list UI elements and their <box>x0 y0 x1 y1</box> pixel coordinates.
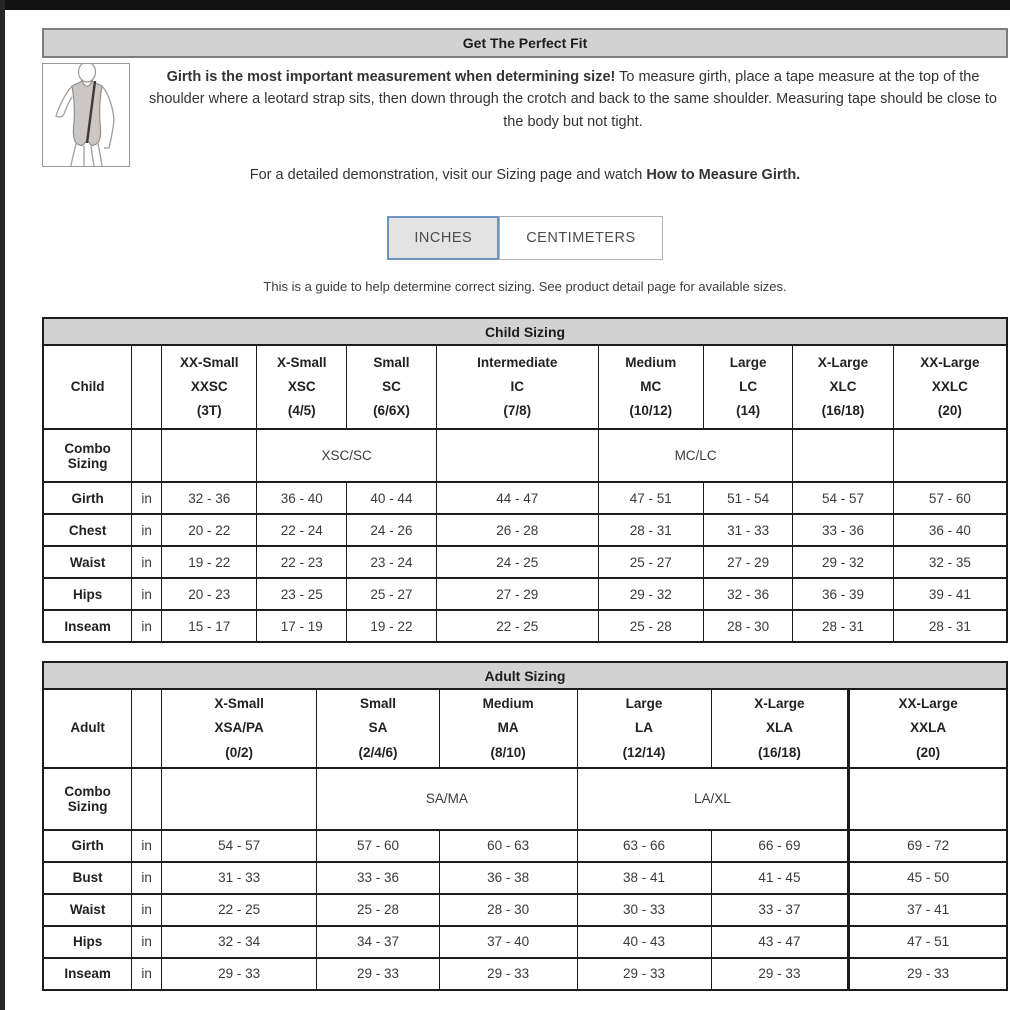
adult-waist-row <box>43 894 1007 926</box>
child-combo-label: Combo Sizing <box>43 429 132 482</box>
adult-col-large: Large LA (12/14) <box>577 689 711 768</box>
row-label: Hips <box>43 578 132 610</box>
child-waist-row <box>43 546 1007 578</box>
unit-cell: in <box>132 862 162 894</box>
empty-cell <box>162 768 317 830</box>
value-cell: 27 - 29 <box>436 578 598 610</box>
empty-cell <box>162 429 257 482</box>
value-cell: 37 - 40 <box>439 926 577 958</box>
empty-cell <box>132 768 162 830</box>
child-col-intermediate: Intermediate IC (7/8) <box>436 345 598 429</box>
demo-bold-text: How to Measure Girth. <box>646 167 801 183</box>
empty-cell <box>436 429 598 482</box>
value-cell: 25 - 28 <box>317 894 439 926</box>
value-cell: 51 - 54 <box>703 482 793 514</box>
value-cell: 29 - 33 <box>439 958 577 990</box>
value-cell: 37 - 41 <box>849 894 1007 926</box>
centimeters-button[interactable]: CENTIMETERS <box>499 216 662 260</box>
adult-col-small: Small SA (2/4/6) <box>317 689 439 768</box>
value-cell: 20 - 22 <box>162 514 257 546</box>
row-label: Waist <box>43 894 132 926</box>
value-cell: 22 - 24 <box>257 514 347 546</box>
value-cell: 23 - 24 <box>347 546 437 578</box>
value-cell: 60 - 63 <box>439 830 577 862</box>
unit-cell: in <box>132 830 162 862</box>
top-border-bar <box>0 0 1010 10</box>
unit-toggle-group <box>42 216 1008 260</box>
value-cell: 47 - 51 <box>849 926 1007 958</box>
value-cell: 31 - 33 <box>162 862 317 894</box>
adult-combo-la-xl: LA/XL <box>577 768 849 830</box>
value-cell: 36 - 38 <box>439 862 577 894</box>
value-cell: 19 - 22 <box>347 610 437 642</box>
adult-bust-row <box>43 862 1007 894</box>
value-cell: 36 - 40 <box>257 482 347 514</box>
child-col-xx-large: XX-Large XXLC (20) <box>893 345 1007 429</box>
value-cell: 32 - 34 <box>162 926 317 958</box>
empty-cell <box>893 429 1007 482</box>
value-cell: 25 - 28 <box>598 610 703 642</box>
unit-column-header <box>132 689 162 768</box>
value-cell: 19 - 22 <box>162 546 257 578</box>
value-cell: 36 - 39 <box>793 578 893 610</box>
value-cell: 29 - 33 <box>317 958 439 990</box>
intro-bold-text: Girth is the most important measurement when determining size! <box>166 69 616 85</box>
value-cell: 28 - 30 <box>703 610 793 642</box>
value-cell: 28 - 31 <box>598 514 703 546</box>
value-cell: 40 - 43 <box>577 926 711 958</box>
value-cell: 28 - 30 <box>439 894 577 926</box>
row-label: Girth <box>43 482 132 514</box>
empty-cell <box>132 429 162 482</box>
child-col-x-large: X-Large XLC (16/18) <box>793 345 893 429</box>
value-cell: 17 - 19 <box>257 610 347 642</box>
child-col-large: Large LC (14) <box>703 345 793 429</box>
row-label: Waist <box>43 546 132 578</box>
adult-sizing-table <box>42 661 1008 991</box>
value-cell: 57 - 60 <box>893 482 1007 514</box>
left-border-strip <box>0 0 5 1010</box>
value-cell: 54 - 57 <box>162 830 317 862</box>
value-cell: 45 - 50 <box>849 862 1007 894</box>
adult-table-header-row <box>43 689 1007 768</box>
value-cell: 24 - 25 <box>436 546 598 578</box>
child-col-small: Small SC (6/6X) <box>347 345 437 429</box>
child-combo-row <box>43 429 1007 482</box>
value-cell: 30 - 33 <box>577 894 711 926</box>
value-cell: 26 - 28 <box>436 514 598 546</box>
child-hips-row <box>43 578 1007 610</box>
unit-cell: in <box>132 514 162 546</box>
value-cell: 25 - 27 <box>598 546 703 578</box>
sizing-guide-page <box>42 28 1008 991</box>
adult-col-x-small: X-Small XSA/PA (0/2) <box>162 689 317 768</box>
unit-column-header <box>132 345 162 429</box>
child-chest-row <box>43 514 1007 546</box>
value-cell: 22 - 23 <box>257 546 347 578</box>
adult-inseam-row <box>43 958 1007 990</box>
intro-paragraph <box>130 63 1008 133</box>
child-table-header-row <box>43 345 1007 429</box>
value-cell: 33 - 36 <box>793 514 893 546</box>
value-cell: 22 - 25 <box>436 610 598 642</box>
unit-cell: in <box>132 578 162 610</box>
value-cell: 29 - 33 <box>577 958 711 990</box>
leotard-figure-icon <box>43 64 129 166</box>
demo-sentence <box>42 167 1008 183</box>
inches-button[interactable]: INCHES <box>387 216 499 260</box>
unit-cell: in <box>132 610 162 642</box>
value-cell: 36 - 40 <box>893 514 1007 546</box>
unit-cell: in <box>132 546 162 578</box>
row-label: Inseam <box>43 958 132 990</box>
value-cell: 28 - 31 <box>893 610 1007 642</box>
value-cell: 32 - 36 <box>703 578 793 610</box>
value-cell: 33 - 36 <box>317 862 439 894</box>
value-cell: 44 - 47 <box>436 482 598 514</box>
value-cell: 20 - 23 <box>162 578 257 610</box>
value-cell: 57 - 60 <box>317 830 439 862</box>
child-row-label: Child <box>43 345 132 429</box>
row-label: Inseam <box>43 610 132 642</box>
child-combo-xsc-sc: XSC/SC <box>257 429 436 482</box>
value-cell: 39 - 41 <box>893 578 1007 610</box>
value-cell: 29 - 32 <box>793 546 893 578</box>
value-cell: 15 - 17 <box>162 610 257 642</box>
unit-cell: in <box>132 926 162 958</box>
adult-col-medium: Medium MA (8/10) <box>439 689 577 768</box>
adult-table-caption <box>43 662 1007 689</box>
adult-table-title: Adult Sizing <box>43 662 1007 689</box>
adult-hips-row <box>43 926 1007 958</box>
child-combo-mc-lc: MC/LC <box>598 429 793 482</box>
value-cell: 32 - 35 <box>893 546 1007 578</box>
girth-measurement-diagram <box>42 63 130 167</box>
demo-text: For a detailed demonstration, visit our Sizing page and watch <box>249 167 643 183</box>
intro-rest-text: To measure girth, place a tape measure at the top of the shoulder where a leotard strap sits, then down through the crotch and back to the same shoulder. Measuring tape should be close to the body but not tight. <box>149 69 997 130</box>
child-col-medium: Medium MC (10/12) <box>598 345 703 429</box>
page-title: Get The Perfect Fit <box>42 28 1008 58</box>
value-cell: 31 - 33 <box>703 514 793 546</box>
value-cell: 23 - 25 <box>257 578 347 610</box>
value-cell: 29 - 33 <box>162 958 317 990</box>
child-table-title: Child Sizing <box>43 318 1007 345</box>
adult-combo-row <box>43 768 1007 830</box>
value-cell: 41 - 45 <box>711 862 849 894</box>
value-cell: 63 - 66 <box>577 830 711 862</box>
child-inseam-row <box>43 610 1007 642</box>
value-cell: 29 - 33 <box>849 958 1007 990</box>
value-cell: 25 - 27 <box>347 578 437 610</box>
value-cell: 54 - 57 <box>793 482 893 514</box>
value-cell: 66 - 69 <box>711 830 849 862</box>
adult-girth-row <box>43 830 1007 862</box>
value-cell: 32 - 36 <box>162 482 257 514</box>
value-cell: 47 - 51 <box>598 482 703 514</box>
value-cell: 40 - 44 <box>347 482 437 514</box>
value-cell: 33 - 37 <box>711 894 849 926</box>
value-cell: 22 - 25 <box>162 894 317 926</box>
child-girth-row <box>43 482 1007 514</box>
value-cell: 27 - 29 <box>703 546 793 578</box>
empty-cell <box>793 429 893 482</box>
adult-row-label: Adult <box>43 689 132 768</box>
row-label: Bust <box>43 862 132 894</box>
unit-cell: in <box>132 958 162 990</box>
unit-cell: in <box>132 894 162 926</box>
child-col-xx-small: XX-Small XXSC (3T) <box>162 345 257 429</box>
child-col-x-small: X-Small XSC (4/5) <box>257 345 347 429</box>
row-label: Girth <box>43 830 132 862</box>
adult-col-xx-large: XX-Large XXLA (20) <box>849 689 1007 768</box>
value-cell: 38 - 41 <box>577 862 711 894</box>
adult-col-x-large: X-Large XLA (16/18) <box>711 689 849 768</box>
intro-section <box>42 63 1008 167</box>
value-cell: 29 - 32 <box>598 578 703 610</box>
unit-cell: in <box>132 482 162 514</box>
empty-cell <box>849 768 1007 830</box>
row-label: Chest <box>43 514 132 546</box>
value-cell: 24 - 26 <box>347 514 437 546</box>
value-cell: 43 - 47 <box>711 926 849 958</box>
child-sizing-table <box>42 317 1008 643</box>
value-cell: 29 - 33 <box>711 958 849 990</box>
adult-combo-label: Combo Sizing <box>43 768 132 830</box>
value-cell: 34 - 37 <box>317 926 439 958</box>
sizing-note: This is a guide to help determine correct sizing. See product detail page for available sizes. <box>263 279 787 294</box>
child-table-caption <box>43 318 1007 345</box>
adult-combo-sa-ma: SA/MA <box>317 768 577 830</box>
value-cell: 69 - 72 <box>849 830 1007 862</box>
value-cell: 28 - 31 <box>793 610 893 642</box>
row-label: Hips <box>43 926 132 958</box>
